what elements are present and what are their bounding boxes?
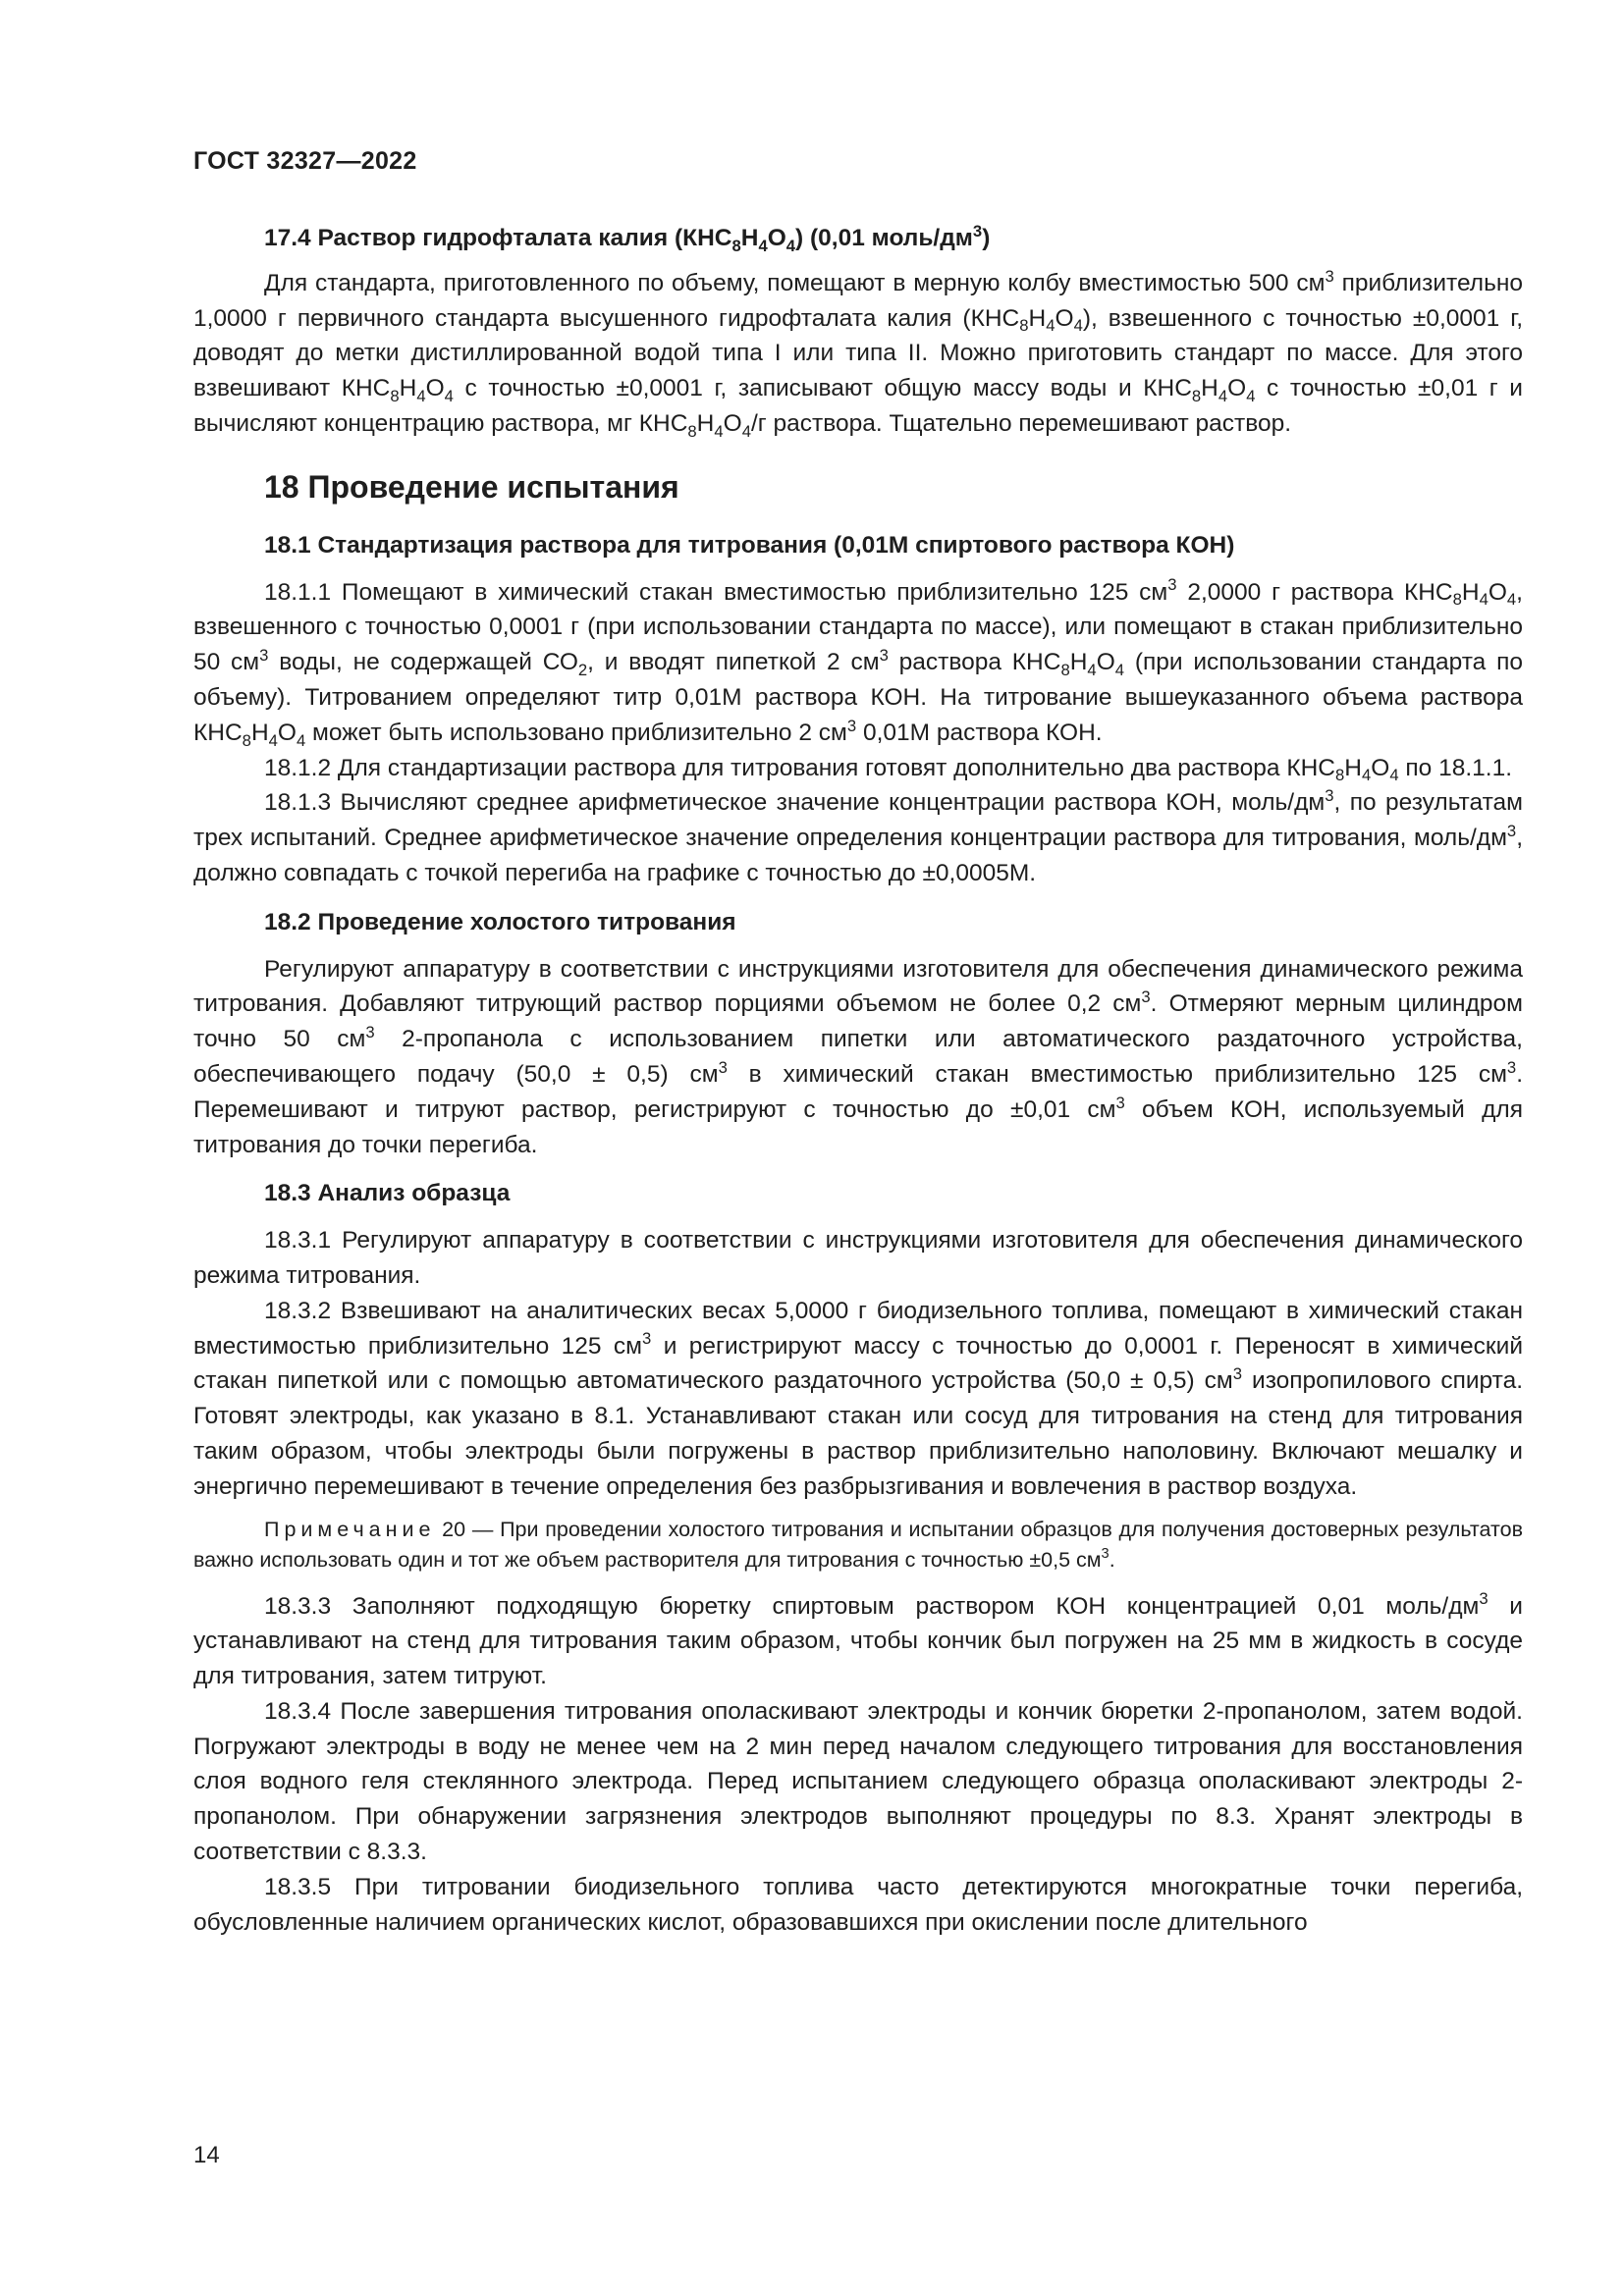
section-18-3-heading: 18.3 Анализ образца (264, 1180, 511, 1207)
paragraph-18-1-2: 18.1.2 Для стандартизации раствора для титрования готовят дополнительно два раствора $КНС_8Н_4О_4$ по 18.1.1. (264, 754, 1513, 785)
standard-header: ГОСТ 32327—2022 (193, 147, 417, 175)
paragraph-18-1-1: 18.1.1 Помещают в химический стакан вместимостью приблизительно 125 $см^3$ 2,0000 г раствора $КНС_8Н_4О_4$, взвешенного с точностью 0,0001 г (при использовании стандарта по массе), или помещают в стакан приблизительно 50 $см^3$ воды, не содержащей $СО_2$, и вводят пипеткой 2 $см^3$ раствора $КНС_8Н_4О_4$ (при использовании стандарта по объему). Титрованием определяют титр 0,01М раствора КОН. На титрование вышеуказанного объема раствора $КНС_8Н_4О_4$ может быть использовано приблизительно 2 $см^3$ 0,01М раствора КОН. (193, 575, 1523, 750)
paragraph-18-3-3: 18.3.3 Заполняют подходящую бюретку спиртовым раствором КОН концентрацией 0,01 моль/$дм^3$ и устанавливают на стенд для титрования таким образом, чтобы кончик был погружен на 25 мм в жидкость в сосуде для титрования, затем титруют. (193, 1589, 1523, 1690)
page-number: 14 (193, 2142, 220, 2168)
section-17-4-heading: 17.4 Раствор гидрофталата калия $(КНС_8Н_4О_4)$ (0,01 моль/$дм^3$) (264, 221, 991, 255)
paragraph-18-3-1: 18.3.1 Регулируют аппаратуру в соответствии с инструкциями изготовителя для обеспечения динамического режима титрования. (193, 1227, 1523, 1289)
note-20: Примечание 20 — При проведении холостого титрования и испытании образцов для получения достоверных результатов важно использовать один и тот же объем растворителя для титрования с точностью ±0,5 $см^3$. (193, 1517, 1523, 1572)
paragraph-18-1-3: 18.1.3 Вычисляют среднее арифметическое значение концентрации раствора КОН, моль/$дм^3$, по результатам трех испытаний. Среднее арифметическое значение определения концентрации раствора для титрования, моль/$дм^3$, должно совпадать с точкой перегиба на графике с точностью до ±0,0005М. (193, 786, 1523, 886)
document-body (193, 221, 1523, 1940)
section-18-2-heading: 18.2 Проведение холостого титрования (264, 908, 736, 935)
paragraph-18-3-5: 18.3.5 При титровании биодизельного топлива часто детектируются многократные точки перегиба, обусловленные наличием органических кислот, образовавшихся при окислении после длительного (193, 1873, 1523, 1936)
section-18-heading: 18 Проведение испытания (264, 468, 679, 505)
paragraph-18-3-4: 18.3.4 После завершения титрования ополаскивают электроды и кончик бюретки 2-пропанолом, затем водой. Погружают электроды в воду не менее чем на 2 мин перед началом следующего титрования для восстановления слоя водного геля стеклянного электрода. Перед испытанием следующего образца ополаскивают электроды 2-пропанолом. При обнаружении загрязнения электродов выполняют процедуры по 8.3. Хранят электроды в соответствии с 8.3.3. (193, 1697, 1523, 1866)
paragraph-18-3-2: 18.3.2 Взвешивают на аналитических весах 5,0000 г биодизельного топлива, помещают в химический стакан вместимостью приблизительно 125 $см^3$ и регистрируют массу с точностью до 0,0001 г. Переносят в химический стакан пипеткой или с помощью автоматического раздаточного устройства (50,0 ± 0,5) $см^3$ изопропилового спирта. Готовят электроды, как указано в 8.1. Устанавливают стакан или сосуд для титрования на стенд для титрования таким образом, чтобы электроды были погружены в раствор приблизительно наполовину. Включают мешалку и энергично перемешивают в течение определения без разбрызгивания и вовлечения в раствор воздуха. (193, 1297, 1523, 1500)
paragraph-17-4: Для стандарта, приготовленного по объему, помещают в мерную колбу вместимостью 500 $см^3$ приблизительно 1,0000 г первичного стандарта высушенного гидрофталата калия $(КНС_8Н_4О_4)$, взвешенного с точностью ±0,0001 г, доводят до метки дистиллированной водой типа I или типа II. Можно приготовить стандарт по массе. Для этого взвешивают $КНС_8Н_4О_4$ с точностью ±0,0001 г, записывают общую массу воды и $КНС_8Н_4О_4$ с точностью ±0,01 г и вычисляют концентрацию раствора, мг $КНС_8Н_4О_4/г$ раствора. Тщательно перемешивают раствор. (193, 266, 1524, 441)
note-label: Примечание (264, 1517, 436, 1541)
section-18-1-heading: 18.1 Стандартизация раствора для титрования (0,01М спиртового раствора КОН) (264, 531, 1235, 559)
paragraph-18-2: Регулируют аппаратуру в соответствии с инструкциями изготовителя для обеспечения динамического режима титрования. Добавляют титрующий раствор порциями объемом не более 0,2 $см^3$. Отмеряют мерным цилиндром точно 50 $см^3$ 2-пропанола с использованием пипетки или автоматического раздаточного устройства, обеспечивающего подачу (50,0 ± 0,5) $см^3$ в химический стакан вместимостью приблизительно 125 $см^3$. Перемешивают и титруют раствор, регистрируют с точностью до ±0,01 $см^3$ объем КОН, используемый для титрования до точки перегиба. (193, 955, 1523, 1158)
